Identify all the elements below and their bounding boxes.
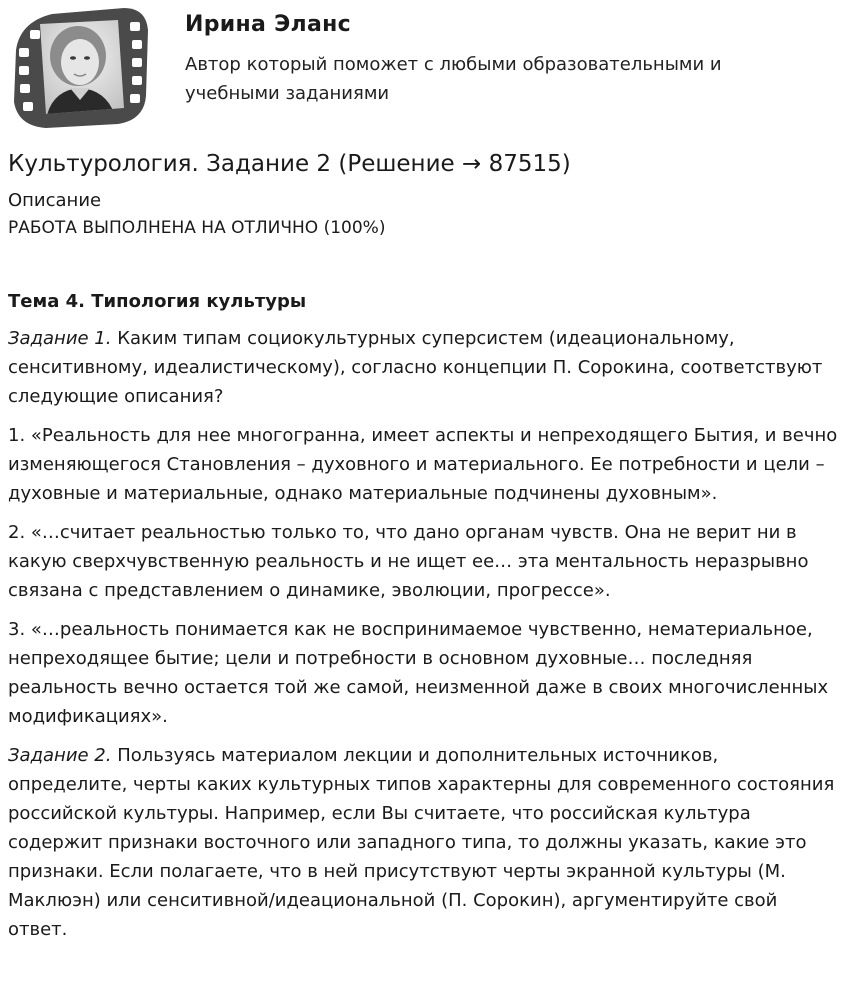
topic-heading: Тема 4. Типология культуры	[8, 291, 307, 312]
task-1-paragraph	[8, 324, 838, 411]
task-1-text: Каким типам социокультурных суперсистем (идеациональному, сенситивному, идеалистическому), согласно концепции П. Сорокина, соответствуют следующие описания?	[8, 328, 823, 407]
task-1-label: Задание 1.	[8, 328, 112, 349]
list-item: 2. «…считает реальностью только то, что дано органам чувств. Она не верит ни в какую сверхчувственную реальность и не ищет ее… эта ментальность неразрывно связана с представлением о динамике, эволюции, прогрессе».	[8, 522, 809, 601]
main-content	[8, 148, 838, 944]
list-item: 1. «Реальность для нее многогранна, имеет аспекты и непреходящего Бытия, и вечно изменяющегося Становления – духовного и материального. Ее потребности и цели – духовные и материальные, однако материальные подчинены духовным».	[8, 425, 838, 504]
author-description: Автор который поможет с любыми образовательными и учебными заданиями	[185, 54, 722, 104]
task-2-text: Пользуясь материалом лекции и дополнительных источников, определите, черты каких культурных типов характерны для современного состояния российской культуры. Например, если Вы считаете, что российская культура содержит признаки восточного или западного типа, то должны указать, какие это признаки. Если полагаете, что в ней присутствуют черты экранной культуры (М. Маклюэн) или сенситивной/идеациональной (П. Сорокин), аргументируйте свой ответ.	[8, 745, 835, 940]
author-header	[0, 0, 847, 140]
list-item: 3. «…реальность понимается как не воспринимаемое чувственно, нематериальное, непреходящее бытие; цели и потребности в основном духовные… последняя реальность вечно остается той же самой, неизменной даже в своих многочисленных модификациях».	[8, 619, 829, 727]
task-2-label: Задание 2.	[8, 745, 112, 766]
author-name: Ирина Эланс	[185, 12, 351, 37]
task-2-paragraph	[8, 741, 838, 944]
status-text: РАБОТА ВЫПОЛНЕНА НА ОТЛИЧНО (100%)	[8, 218, 386, 238]
description-label: Описание	[8, 190, 102, 211]
author-avatar	[6, 4, 152, 128]
page-title: Культурология. Задание 2 (Решение → 87515)	[8, 151, 571, 177]
